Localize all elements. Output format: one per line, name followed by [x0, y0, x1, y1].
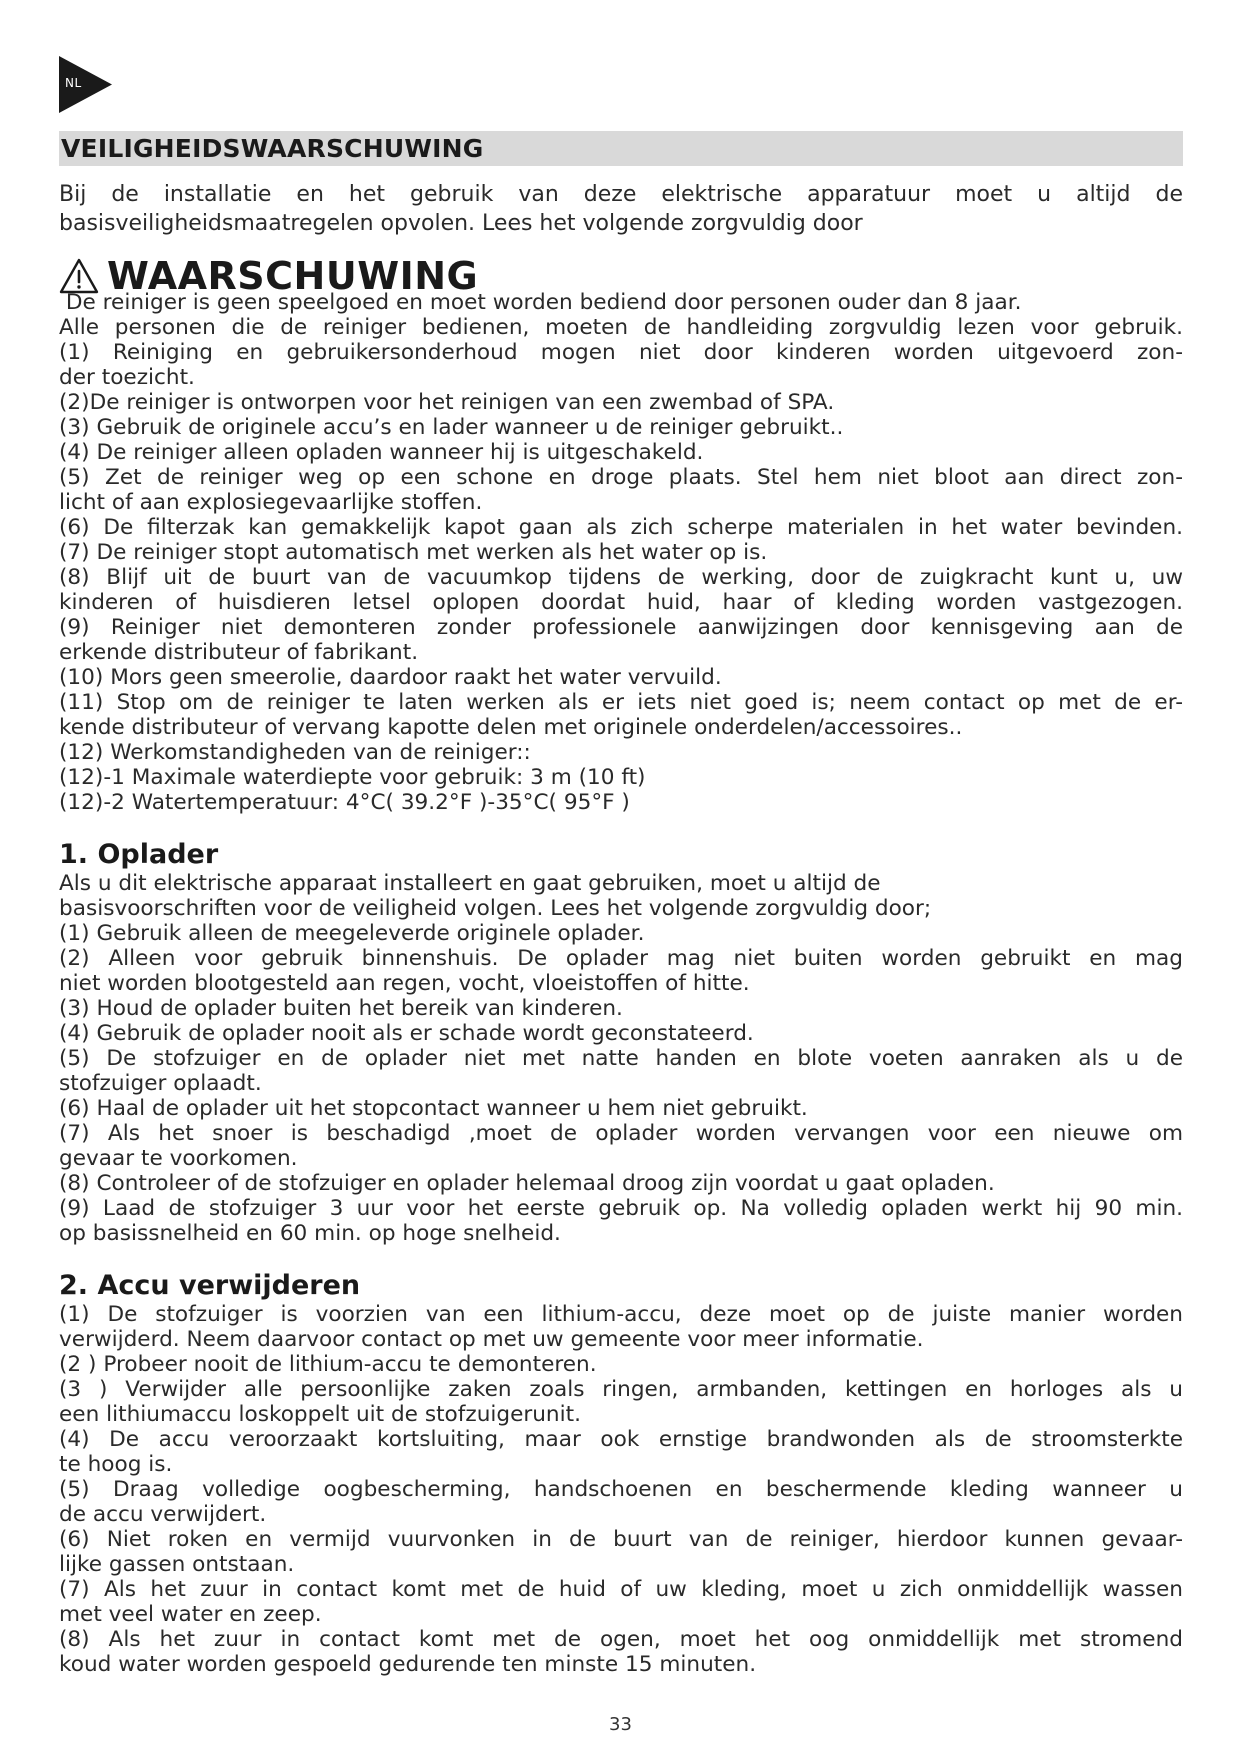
- section-1-line: (7) Als het snoer is beschadigd ,moet de oplader worden vervangen voor een nieuwe om: [59, 1121, 1183, 1146]
- section-1-line: (5) De stofzuiger en de oplader niet met natte handen en blote voeten aanraken als u de: [59, 1046, 1183, 1071]
- intro-paragraph: Bij de installatie en het gebruik van deze elektrische apparatuur moet u altijd de basisveiligheidsmaatregelen opvolen. Lees het volgende zorgvuldig door: [59, 182, 1183, 236]
- warning-line: licht of aan explosiegevaarlijke stoffen.: [59, 490, 483, 515]
- section-1-line: (8) Controleer of de stofzuiger en oplader helemaal droog zijn voordat u gaat opladen.: [59, 1171, 995, 1196]
- section-2-line: (3 ) Verwijder alle persoonlijke zaken zoals ringen, armbanden, kettingen en horloges als u: [59, 1377, 1183, 1402]
- section-1-title: 1. Oplader: [59, 839, 219, 870]
- section-1-line: (6) Haal de oplader uit het stopcontact wanneer u hem niet gebruikt.: [59, 1096, 808, 1121]
- section-2-line: (1) De stofzuiger is voorzien van een lithium-accu, deze moet op de juiste manier worden: [59, 1302, 1183, 1327]
- warning-line: kinderen of huisdieren letsel oplopen doordat huid, haar of kleding worden vastgezogen.: [59, 590, 1183, 615]
- section-2-line: lijke gassen ontstaan.: [59, 1552, 295, 1577]
- section-1-line: basisvoorschriften voor de veiligheid volgen. Lees het volgende zorgvuldig door;: [59, 896, 932, 921]
- section-title-bar: VEILIGHEIDSWAARSCHUWING: [59, 131, 1183, 166]
- warning-line: (1) Reiniging en gebruikersonderhoud mogen niet door kinderen worden uitgevoerd zon-: [59, 340, 1183, 365]
- language-tab: [59, 56, 112, 113]
- section-2-line: (5) Draag volledige oogbescherming, handschoenen en beschermende kleding wanneer u: [59, 1477, 1183, 1502]
- section-1-line: stofzuiger oplaadt.: [59, 1071, 262, 1096]
- warning-line: (12) Werkomstandigheden van de reiniger::: [59, 740, 531, 765]
- section-2-line: een lithiumaccu loskoppelt uit de stofzuigerunit.: [59, 1402, 581, 1427]
- warning-line: (4) De reiniger alleen opladen wanneer hij is uitgeschakeld.: [59, 440, 704, 465]
- section-2-line: (4) De accu veroorzaakt kortsluiting, maar ook ernstige brandwonden als de stroomsterkte: [59, 1427, 1183, 1452]
- warning-title: WAARSCHUWING: [107, 254, 479, 298]
- warning-line: De reiniger is geen speelgoed en moet worden bediend door personen ouder dan 8 jaar.: [59, 290, 1022, 315]
- warning-triangle-icon: [59, 258, 99, 294]
- section-1-line: op basissnelheid en 60 min. op hoge snelheid.: [59, 1221, 561, 1246]
- section-2-list: [59, 1302, 1183, 1677]
- section-2-line: de accu verwijdert.: [59, 1502, 267, 1527]
- warning-line: Alle personen die de reiniger bedienen, moeten de handleiding zorgvuldig lezen voor gebruik.: [59, 315, 1183, 340]
- section-2-line: (6) Niet roken en vermijd vuurvonken in de buurt van de reiniger, hierdoor kunnen gevaar-: [59, 1527, 1183, 1552]
- language-code: NL: [65, 76, 82, 90]
- section-2-line: koud water worden gespoeld gedurende ten minste 15 minuten.: [59, 1652, 757, 1677]
- section-2-line: verwijderd. Neem daarvoor contact op met uw gemeente voor meer informatie.: [59, 1327, 924, 1352]
- section-1-line: (1) Gebruik alleen de meegeleverde originele oplader.: [59, 921, 645, 946]
- section-1-line: Als u dit elektrische apparaat installeert en gaat gebruiken, moet u altijd de: [59, 871, 881, 896]
- section-1-line: gevaar te voorkomen.: [59, 1146, 298, 1171]
- warning-line: (8) Blijf uit de buurt van de vacuumkop tijdens de werking, door de zuigkracht kunt u, uw: [59, 565, 1183, 590]
- section-1-line: (4) Gebruik de oplader nooit als er schade wordt geconstateerd.: [59, 1021, 754, 1046]
- warning-line: (7) De reiniger stopt automatisch met werken als het water op is.: [59, 540, 768, 565]
- warning-line: (6) De filterzak kan gemakkelijk kapot gaan als zich scherpe materialen in het water bevinden.: [59, 515, 1183, 540]
- warning-line: (11) Stop om de reiniger te laten werken als er iets niet goed is; neem contact op met de er-: [59, 690, 1183, 715]
- warning-line: (9) Reiniger niet demonteren zonder professionele aanwijzingen door kennisgeving aan de: [59, 615, 1183, 640]
- section-1-list: [59, 871, 1183, 1246]
- warning-line: kende distributeur of vervang kapotte delen met originele onderdelen/accessoires..: [59, 715, 963, 740]
- section-2-line: (8) Als het zuur in contact komt met de ogen, moet het oog onmiddellijk met stromend: [59, 1627, 1183, 1652]
- warning-line: (12)-1 Maximale waterdiepte voor gebruik: 3 m (10 ft): [59, 765, 646, 790]
- section-1-line: (9) Laad de stofzuiger 3 uur voor het eerste gebruik op. Na volledig opladen werkt hij 90 min.: [59, 1196, 1183, 1221]
- page-number: 33: [609, 1714, 632, 1735]
- warning-list: [59, 290, 1183, 815]
- section-2-line: te hoog is.: [59, 1452, 173, 1477]
- section-1-line: (3) Houd de oplader buiten het bereik van kinderen.: [59, 996, 623, 1021]
- warning-line: erkende distributeur of fabrikant.: [59, 640, 419, 665]
- warning-line: (3) Gebruik de originele accu’s en lader wanneer u de reiniger gebruikt..: [59, 415, 844, 440]
- section-2-title: 2. Accu verwijderen: [59, 1270, 361, 1301]
- warning-line: der toezicht.: [59, 365, 195, 390]
- warning-line: (12)-2 Watertemperatuur: 4°C( 39.2°F )-35°C( 95°F ): [59, 790, 630, 815]
- warning-line: (2)De reiniger is ontworpen voor het reinigen van een zwembad of SPA.: [59, 390, 835, 415]
- section-1-line: (2) Alleen voor gebruik binnenshuis. De oplader mag niet buiten worden gebruikt en mag: [59, 946, 1183, 971]
- section-1-line: niet worden blootgesteld aan regen, vocht, vloeistoffen of hitte.: [59, 971, 750, 996]
- section-2-line: met veel water en zeep.: [59, 1602, 322, 1627]
- warning-line: (10) Mors geen smeerolie, daardoor raakt het water vervuild.: [59, 665, 722, 690]
- page-content: [59, 131, 1183, 1677]
- warning-line: (5) Zet de reiniger weg op een schone en droge plaats. Stel hem niet bloot aan direct zon-: [59, 465, 1183, 490]
- section-2-line: (7) Als het zuur in contact komt met de huid of uw kleding, moet u zich onmiddellijk wassen: [59, 1577, 1183, 1602]
- section-2-line: (2 ) Probeer nooit de lithium-accu te demonteren.: [59, 1352, 597, 1377]
